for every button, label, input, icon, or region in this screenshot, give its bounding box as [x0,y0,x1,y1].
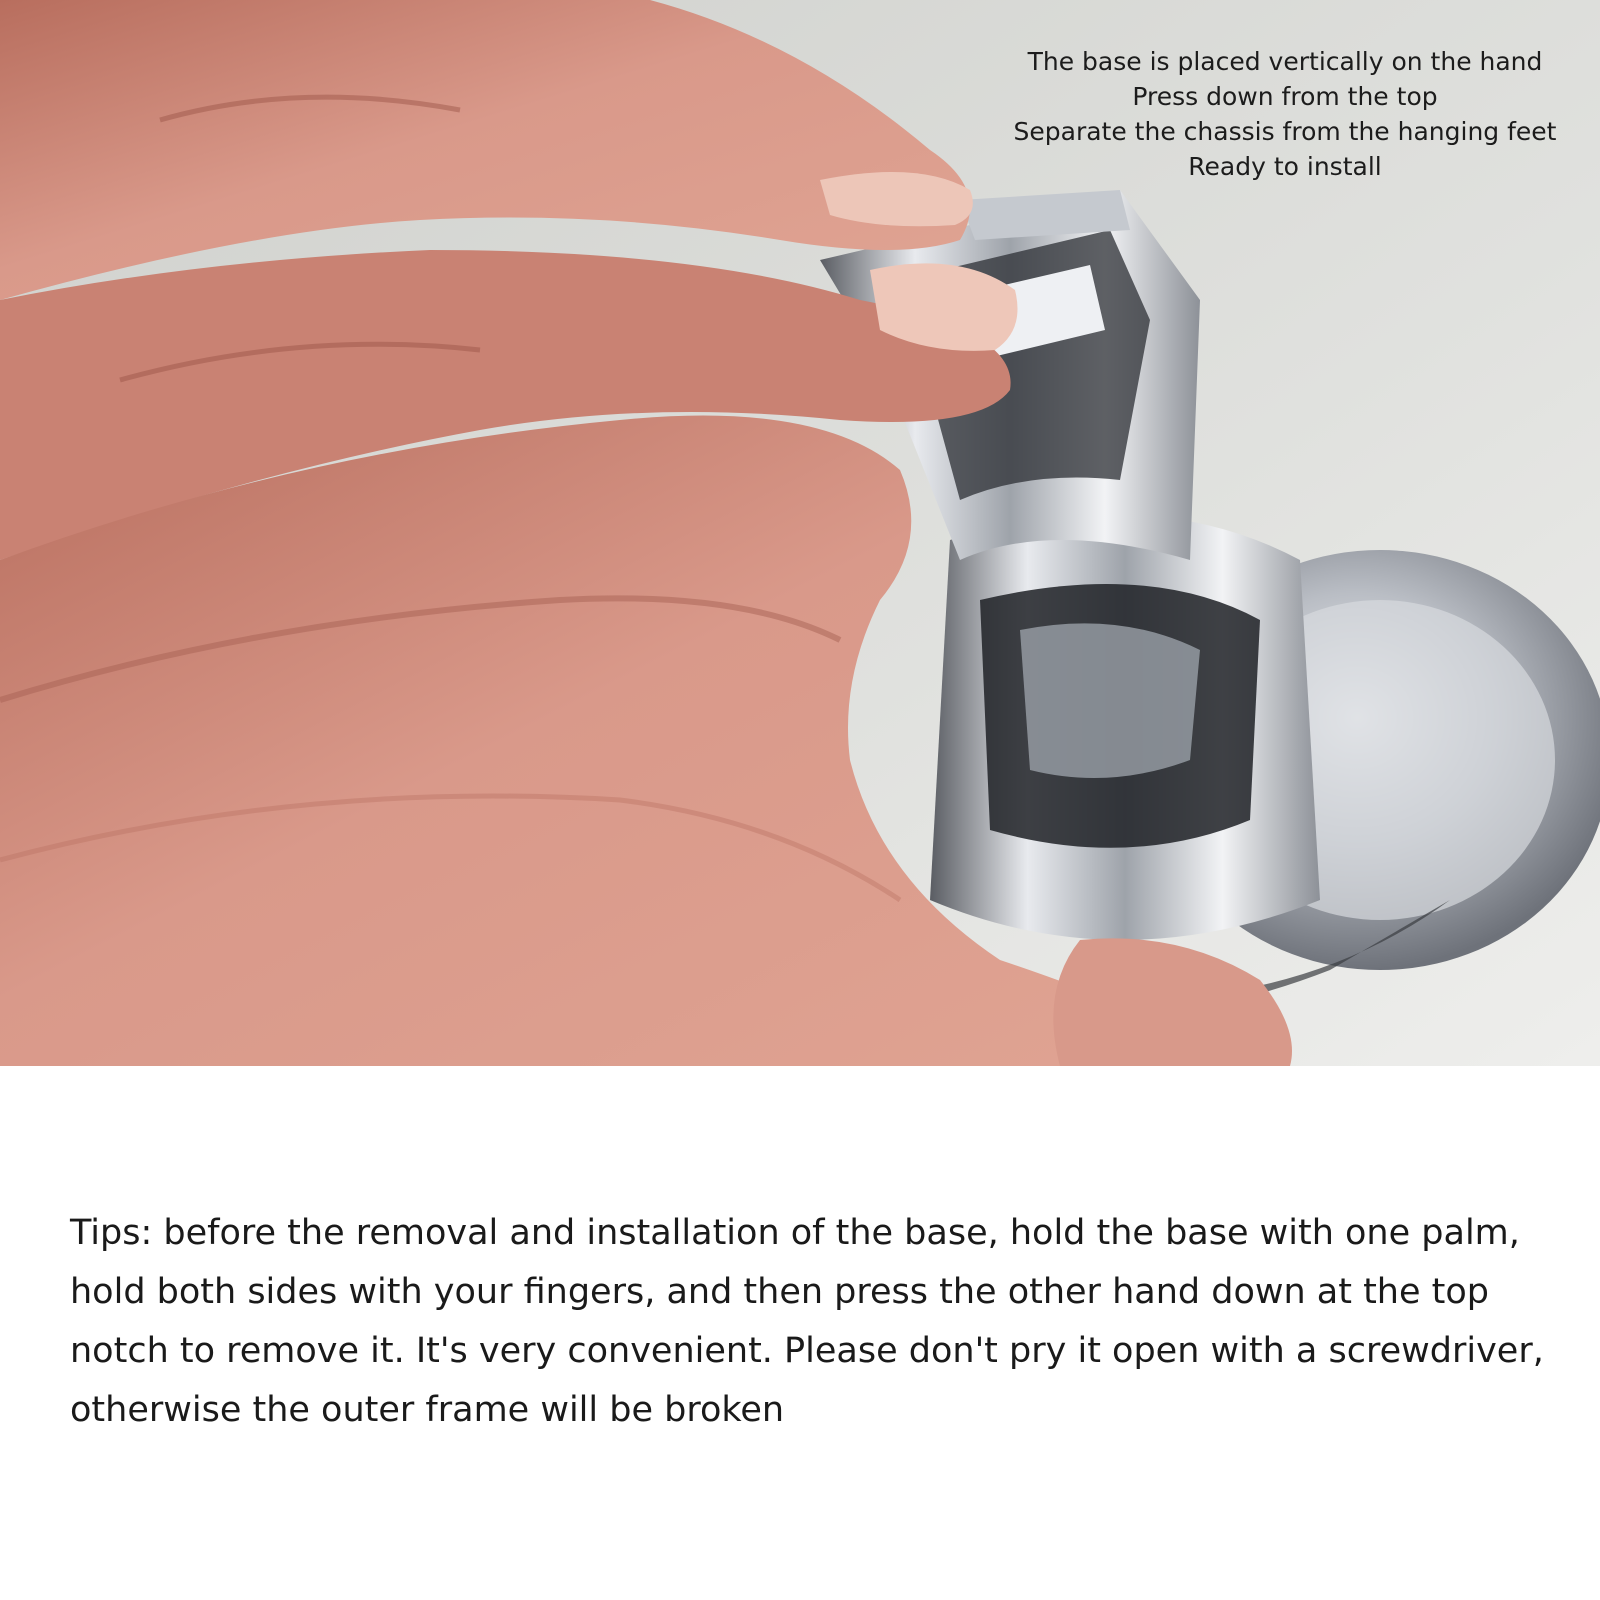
tips-paragraph: Tips: before the removal and installation of the base, hold the base with one palm, hold both sides with your fingers, and then press the other hand down at the top notch to remove it. It's very convenient. Please don't pry it open with a screwdriver, otherwise the outer frame will be broken [70,1213,1544,1430]
step-1-text: The base is placed vertically on the hand [1027,47,1543,76]
steps-caption [980,44,1590,184]
step-3-text: Separate the chassis from the hanging feet [1013,117,1557,146]
step-2-text: Press down from the top [1132,82,1438,111]
step-4-text: Ready to install [1188,152,1382,181]
